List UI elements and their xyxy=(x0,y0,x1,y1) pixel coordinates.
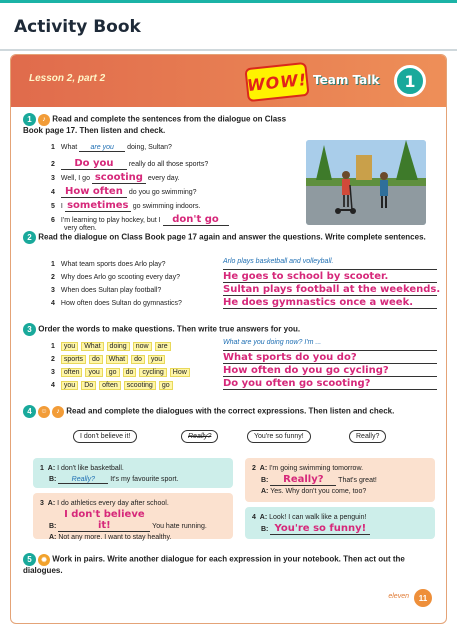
ex2-question xyxy=(51,300,182,307)
word-tile: you xyxy=(85,368,102,377)
d3-a2-text: Not any more. I want to stay healthy. xyxy=(58,534,172,541)
bubble-really-1: Really? xyxy=(181,430,218,443)
ex1-item-after: go swimming indoors. xyxy=(130,203,201,210)
d2-a2-text: Yes. Why don't you come, too? xyxy=(270,488,367,495)
d2-number: 2 xyxy=(252,465,256,472)
ex2-question-text: How often does Sultan do gymnastics? xyxy=(60,300,182,307)
pair-work-icon: ☺ xyxy=(38,406,50,418)
ex1-item-number: 3 xyxy=(51,175,55,182)
ex1-item-before: I'm learning to play hockey, but I xyxy=(60,217,163,224)
ex1-item xyxy=(51,158,208,170)
word-tile: sports xyxy=(61,355,86,364)
ex1-item-after: do you go swimming? xyxy=(126,189,197,196)
ex2-question-text: What team sports does Arlo play? xyxy=(60,261,166,268)
word-tile: now xyxy=(133,342,152,351)
ex1-number: 1 xyxy=(23,113,36,126)
d3-a-label: A: xyxy=(47,500,56,507)
ex2-answer: He does gymnastics once a week. xyxy=(223,297,437,309)
ex2-question-text: When does Sultan play football? xyxy=(60,287,162,294)
workbook-page xyxy=(10,54,447,624)
ex3-number: 3 xyxy=(23,323,36,336)
ex1-item-after: every day. xyxy=(145,175,180,182)
d2-a-text: I'm going swimming tomorrow. xyxy=(269,465,364,472)
ex3-word-row xyxy=(51,355,168,364)
ex2-number: 2 xyxy=(23,231,36,244)
bubble-really-2: Really? xyxy=(349,430,386,443)
ex2-answer: Sultan plays football at the weekends. xyxy=(223,284,441,295)
ex1-item-answer: Do you xyxy=(61,158,127,170)
ex1-item6-continued: very often. xyxy=(64,225,97,232)
ex4-instruction xyxy=(23,405,433,418)
ex1-item-number: 6 xyxy=(51,217,55,224)
ex1-item-answer: scooting xyxy=(92,172,146,184)
ex3-answer: How often do you go cycling? xyxy=(223,365,437,377)
wow-logo: WOW! xyxy=(244,62,309,102)
d4-b-label: B: xyxy=(261,526,269,533)
word-tile: do xyxy=(89,355,103,364)
ex2-question xyxy=(51,261,166,268)
sun-icon: ✹ xyxy=(38,554,50,566)
ex2-answer: Arlo plays basketball and volleyball. xyxy=(223,258,437,270)
word-tile: scooting xyxy=(124,381,156,390)
dialogue-1 xyxy=(33,458,233,488)
ex1-item xyxy=(51,172,180,184)
ex3-text: Order the words to make questions. Then write true answers for you. xyxy=(38,324,301,334)
ex1-text: Read and complete the sentences from the dialogue on Class Book page 17. Then listen and check. xyxy=(23,114,287,135)
ex1-item-before: I xyxy=(60,203,65,210)
ex2-answer: He goes to school by scooter. xyxy=(223,271,437,283)
d3-a2-label: A: xyxy=(49,534,57,541)
d2-answer: Really? xyxy=(270,474,336,486)
bubble-so-funny: You're so funny! xyxy=(247,430,311,443)
d3-b-text: You hate running. xyxy=(150,523,207,530)
word-tile: cycling xyxy=(139,368,166,377)
ex2-question xyxy=(51,287,161,294)
d2-b-text: That's great! xyxy=(336,477,377,484)
ex1-item-answer: are you xyxy=(79,144,125,152)
page-number-word: eleven xyxy=(388,593,409,600)
ex1-item-answer: don't go xyxy=(163,214,229,226)
ex1-item-before: What xyxy=(60,144,80,151)
d4-a-text: Look! I can walk like a penguin! xyxy=(269,514,367,521)
ex2-question xyxy=(51,274,180,281)
dialogue-2 xyxy=(245,458,435,502)
word-tile: you xyxy=(61,342,78,351)
word-tile: doing xyxy=(107,342,130,351)
word-tile: do xyxy=(131,355,145,364)
dialogue-4 xyxy=(245,507,435,539)
ex3-answer: What sports do you do? xyxy=(223,352,437,364)
word-tile: often xyxy=(61,368,83,377)
ex3-answer: What are you doing now? I'm ... xyxy=(223,339,437,351)
d1-a-text: I don't like basketball. xyxy=(57,465,124,472)
ex2-question-number: 2 xyxy=(51,274,55,281)
ex3-word-row xyxy=(51,342,174,351)
d3-a-text: I do athletics every day after school. xyxy=(57,500,169,507)
ex1-item-after: really do all those sports? xyxy=(126,161,209,168)
word-tile: What xyxy=(81,342,103,351)
d3-answer: I don't believe it! xyxy=(58,509,150,532)
ex3-row-number: 1 xyxy=(51,343,55,350)
book-title: Activity Book xyxy=(14,17,141,37)
unit-badge: 1 xyxy=(394,65,426,97)
ex1-item-answer: sometimes xyxy=(65,200,131,212)
word-tile: are xyxy=(155,342,171,351)
ex1-item-before: Well, I go xyxy=(60,175,92,182)
ex1-item-number: 4 xyxy=(51,189,55,196)
page-number: 11 xyxy=(414,589,432,607)
word-tile: often xyxy=(99,381,121,390)
ex3-instruction xyxy=(23,323,433,336)
ex1-item-number: 1 xyxy=(51,144,55,151)
d1-b-text: It's my favourite sport. xyxy=(108,476,179,483)
d1-b-label: B: xyxy=(49,476,57,483)
d4-number: 4 xyxy=(252,514,256,521)
ex1-item xyxy=(51,200,200,212)
ex1-item-number: 5 xyxy=(51,203,55,210)
d2-a-label: A: xyxy=(259,465,268,472)
ex5-number: 5 xyxy=(23,553,36,566)
word-tile: go xyxy=(159,381,173,390)
lesson-label: Lesson 2, part 2 xyxy=(29,73,106,84)
lesson-header xyxy=(11,55,447,107)
team-talk-label: Team Talk xyxy=(313,73,380,87)
d3-b-label: B: xyxy=(49,523,57,530)
d1-answer: Really? xyxy=(58,476,108,484)
ex3-word-row xyxy=(51,368,193,377)
ex2-instruction xyxy=(23,231,433,244)
word-tile: What xyxy=(106,355,128,364)
d2-a2-label: A: xyxy=(261,488,269,495)
audio-icon: ♪ xyxy=(38,114,50,126)
ex1-item-after: doing, Sultan? xyxy=(125,144,172,151)
ex5-text: Work in pairs. Write another dialogue for each expression in your notebook. Then act out the dialogues. xyxy=(23,554,405,575)
top-divider xyxy=(0,49,457,51)
word-tile: Do xyxy=(81,381,96,390)
word-tile: do xyxy=(123,368,137,377)
d4-answer: You're so funny! xyxy=(270,523,370,535)
ex2-question-text: Why does Arlo go scooting every day? xyxy=(60,274,180,281)
word-tile: you xyxy=(61,381,78,390)
word-tile: go xyxy=(106,368,120,377)
photo-illustration xyxy=(306,140,426,225)
ex2-question-number: 1 xyxy=(51,261,55,268)
word-tile: you xyxy=(148,355,165,364)
ex1-item-number: 2 xyxy=(51,161,55,168)
ex1-item xyxy=(51,144,172,152)
d3-number: 3 xyxy=(40,500,44,507)
ex3-row-number: 3 xyxy=(51,369,55,376)
ex1-item xyxy=(51,186,197,198)
d2-b-label: B: xyxy=(261,477,269,484)
top-bar xyxy=(0,0,457,50)
ex2-text: Read the dialogue on Class Book page 17 again and answer the questions. Write complete sentences. xyxy=(38,232,426,242)
ex1-item-answer: How often xyxy=(61,186,127,198)
ex3-answer: Do you often go scooting? xyxy=(223,378,437,390)
d4-a-label: A: xyxy=(259,514,268,521)
ex3-row-number: 4 xyxy=(51,382,55,389)
word-tile: How xyxy=(170,368,190,377)
ex4-text: Read and complete the dialogues with the correct expressions. Then listen and check. xyxy=(66,406,395,416)
audio-icon: ♪ xyxy=(52,406,64,418)
ex2-question-number: 3 xyxy=(51,287,55,294)
ex3-word-row xyxy=(51,381,176,390)
ex5-instruction xyxy=(23,553,433,576)
d1-number: 1 xyxy=(40,465,44,472)
d1-a-label: A: xyxy=(47,465,56,472)
ex2-question-number: 4 xyxy=(51,300,55,307)
ex3-row-number: 2 xyxy=(51,356,55,363)
ex4-number: 4 xyxy=(23,405,36,418)
bubble-dont-believe: I don't believe it! xyxy=(73,430,137,443)
ex1-instruction xyxy=(23,113,308,136)
photo-kids-scooter xyxy=(306,140,426,225)
dialogue-3 xyxy=(33,493,233,539)
